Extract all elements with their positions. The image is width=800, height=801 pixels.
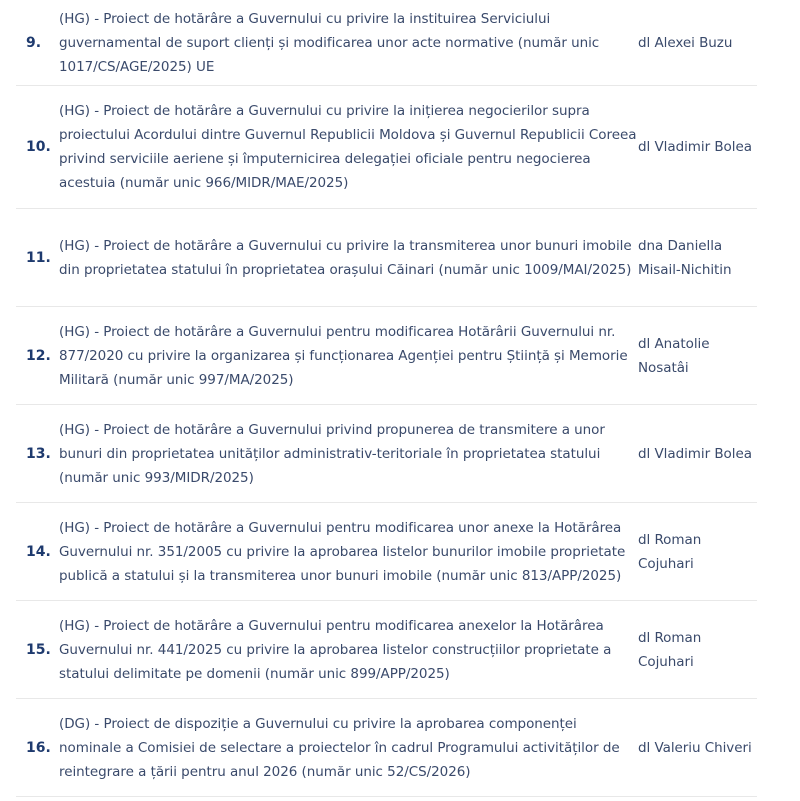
item-number: 16. [26,739,51,756]
item-speaker: dl Vladimir Bolea [638,139,752,155]
agenda-row-13 [16,405,757,503]
item-title: (HG) - Proiect de hotărâre a Guvernului pentru modificarea anexelor la Hotărârea Guvernului nr. 441/2025 cu privire la aprobarea listelor construcțiilor proprietate a statului delimitate pe domenii (număr unic 899/APP/2025) [59,617,612,682]
item-title: (HG) - Proiect de hotărâre a Guvernului privind propunerea de transmitere a unor bunuri din proprietatea unităților administrativ-teritoriale în proprietatea statului (număr unic 993/MIDR/2025) [59,421,605,486]
item-number: 9. [26,34,42,51]
item-number: 10. [26,139,51,155]
agenda-row-12 [16,307,757,405]
agenda-row-16 [16,699,757,797]
item-number: 14. [26,543,51,560]
item-number: 15. [26,641,51,658]
agenda-table [16,0,757,797]
item-title: (HG) - Proiect de hotărâre a Guvernului pentru modificarea Hotărârii Guvernului nr. 877/2020 cu privire la organizarea și funcționarea Agenției pentru Știință și Memorie Militară (număr unic 997/MA/2025) [59,323,628,388]
item-title: (HG) - Proiect de hotărâre a Guvernului cu privire la inițierea negocierilor supra proiectului Acordului dintre Guvernul Republicii Moldova și Guvernul Republicii Coreea privind serviciile aeriene și împuternicirea delegației oficiale pentru negocierea acestuia (număr unic 966/MIDR/MAE/2025) [59,103,637,191]
item-speaker: dl Roman Cojuhari [638,531,702,572]
item-title: (HG) - Proiect de hotărâre a Guvernului cu privire la instituirea Serviciului guvernamental de suport clienți și modificarea unor acte normative (număr unic 1017/CS/AGE/2025) UE [59,10,600,75]
item-speaker: dl Roman Cojuhari [638,629,702,670]
item-number: 11. [26,249,51,266]
agenda-row-9 [16,0,757,86]
item-speaker: dl Anatolie Nosatâi [638,335,710,376]
agenda-row-11 [16,209,757,307]
agenda-row-10 [16,86,757,209]
item-title: (HG) - Proiect de hotărâre a Guvernului pentru modificarea unor anexe la Hotărârea Guvernului nr. 351/2005 cu privire la aprobarea listelor bunurilor imobile proprietate publică a statului și la transmiterea unor bunuri imobile (număr unic 813/APP/2025) [59,519,626,584]
item-speaker: dl Valeriu Chiveri [638,739,752,756]
item-number: 13. [26,445,51,462]
item-title: (HG) - Proiect de hotărâre a Guvernului cu privire la transmiterea unor bunuri imobile din proprietatea statului în proprietatea orașului Căinari (număr unic 1009/MAI/2025) [59,237,632,278]
item-speaker: dl Vladimir Bolea [638,445,752,462]
item-number: 12. [26,347,51,364]
item-speaker: dl Alexei Buzu [638,34,733,51]
item-speaker: dna Daniella Misail-Nichitin [638,237,732,278]
agenda-row-14 [16,503,757,601]
agenda-row-15 [16,601,757,699]
item-title: (DG) - Proiect de dispoziție a Guvernului cu privire la aprobarea componenței nominale a Comisiei de selectare a proiectelor în cadrul Programului activităților de reintegrare a țării pentru anul 2026 (număr unic 52/CS/2026) [59,715,620,780]
